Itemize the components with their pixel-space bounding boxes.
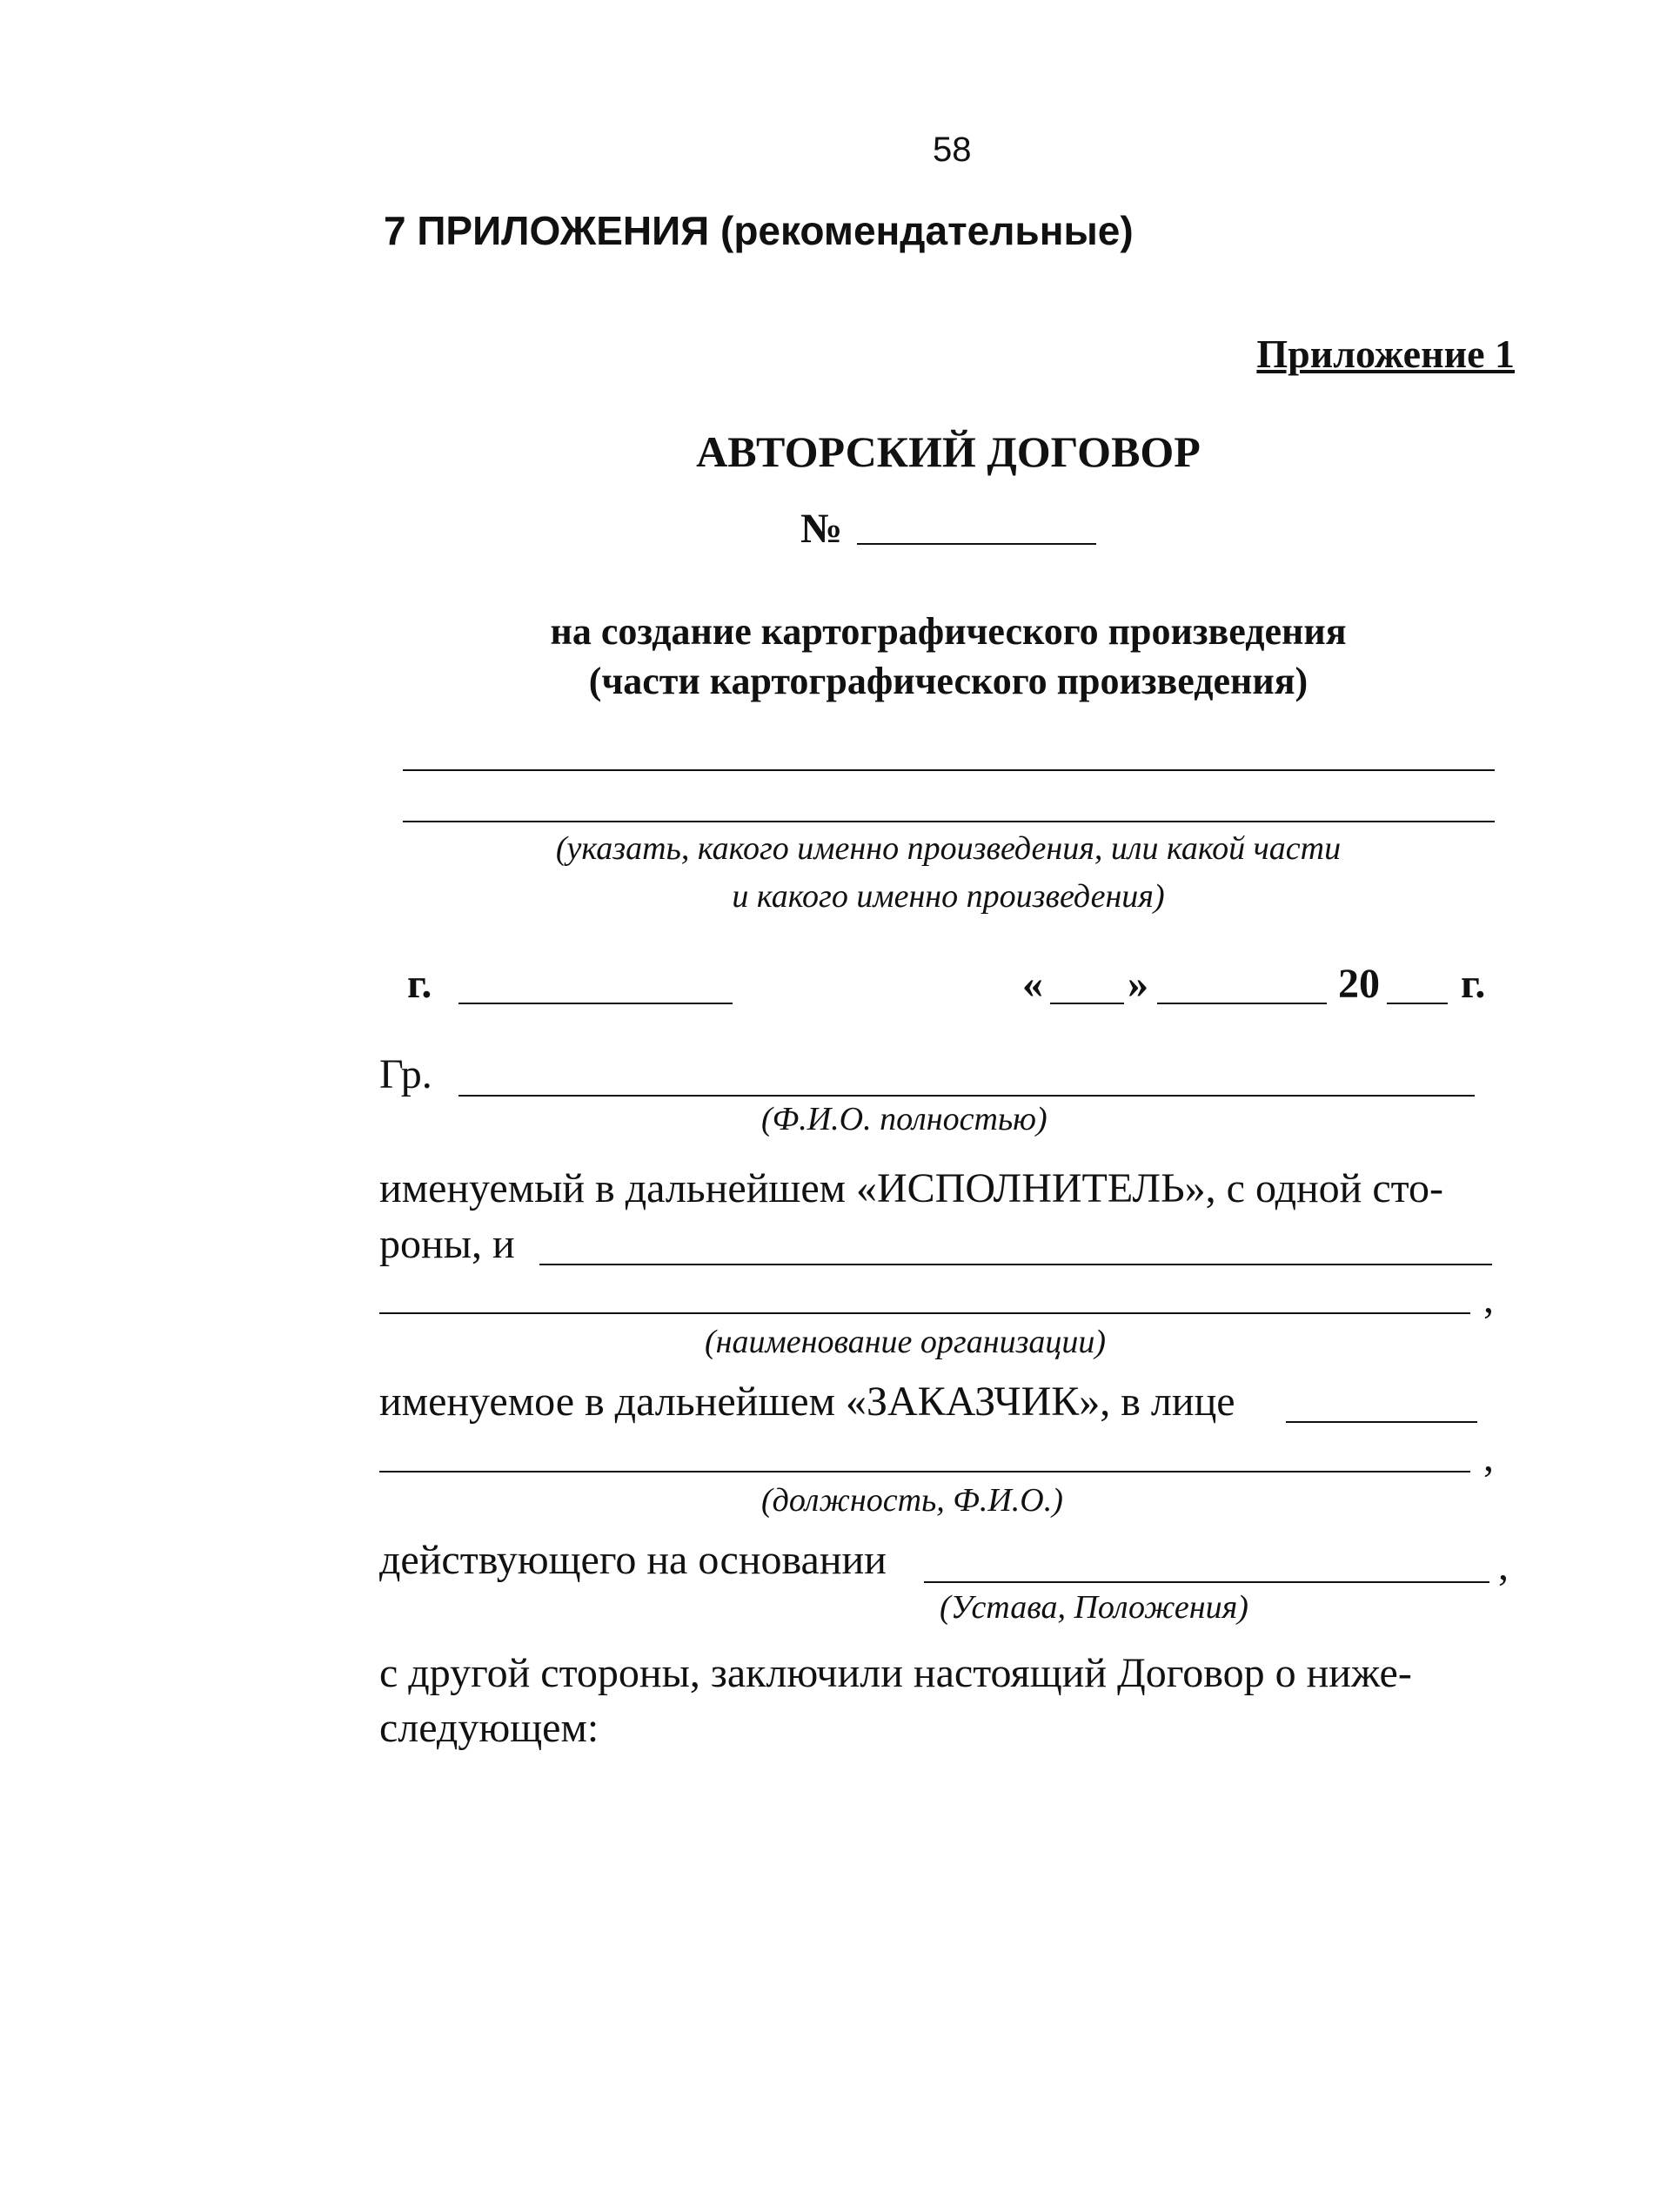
basis-line: действующего на основании xyxy=(379,1537,887,1583)
contract-title: АВТОРСКИЙ ДОГОВОР xyxy=(696,427,1201,476)
representative-line-1 xyxy=(1286,1421,1477,1423)
date-year: 20 xyxy=(1338,961,1380,1007)
citizen-fio-line xyxy=(458,1095,1475,1097)
executor-line1: именуемый в дальнейшем «ИСПОЛНИТЕЛЬ», с одной сто- xyxy=(379,1165,1443,1211)
date-year-blank-line xyxy=(1387,1003,1448,1004)
contract-subtitle-line2: (части картографического произведения) xyxy=(588,660,1309,702)
date-month-blank-line xyxy=(1157,1003,1327,1004)
number-blank-line xyxy=(857,543,1096,545)
org-hint: (наименование организации) xyxy=(705,1324,1107,1360)
citizen-prefix: Гр. xyxy=(379,1051,432,1097)
representative-line-2 xyxy=(379,1471,1470,1472)
closing-line1: с другой стороны, заключили настоящий Договор о ниже- xyxy=(379,1650,1412,1696)
work-hint-line1: (указать, какого именно произведения, или какой части xyxy=(555,830,1342,867)
closing-line2: следующем: xyxy=(379,1705,599,1751)
page-number: 58 xyxy=(933,131,972,169)
work-description-line-1 xyxy=(403,769,1495,771)
position-hint: (должность, Ф.И.О.) xyxy=(761,1482,1063,1519)
city-blank-line xyxy=(458,1003,733,1004)
basis-hint: (Устава, Положения) xyxy=(940,1589,1248,1626)
number-sign: № xyxy=(800,506,843,552)
fio-hint: (Ф.И.О. полностью) xyxy=(761,1101,1047,1137)
date-day-blank-line xyxy=(1050,1003,1124,1004)
section-title: 7 ПРИЛОЖЕНИЯ (рекомендательные) xyxy=(384,208,1134,253)
representative-line-comma: , xyxy=(1483,1434,1494,1480)
appendix-label: Приложение 1 xyxy=(1256,332,1515,376)
work-hint-line2: и какого именно произведения) xyxy=(732,878,1165,915)
contract-subtitle-line1: на создание картографического произведения xyxy=(550,610,1347,653)
date-open-quote: « xyxy=(1022,961,1043,1007)
city-prefix: г. xyxy=(407,961,432,1007)
date-suffix: г. xyxy=(1461,961,1486,1007)
customer-name-line-2 xyxy=(379,1312,1470,1314)
basis-line-comma: , xyxy=(1498,1543,1509,1589)
customer-name-line-1 xyxy=(539,1264,1492,1265)
executor-line2: роны, и xyxy=(379,1221,515,1267)
customer-line: именуемое в дальнейшем «ЗАКАЗЧИК», в лице xyxy=(379,1379,1235,1425)
work-description-line-2 xyxy=(403,821,1495,822)
org-line-comma: , xyxy=(1483,1276,1494,1322)
basis-blank-line xyxy=(924,1581,1489,1583)
date-close-quote: » xyxy=(1128,961,1148,1007)
